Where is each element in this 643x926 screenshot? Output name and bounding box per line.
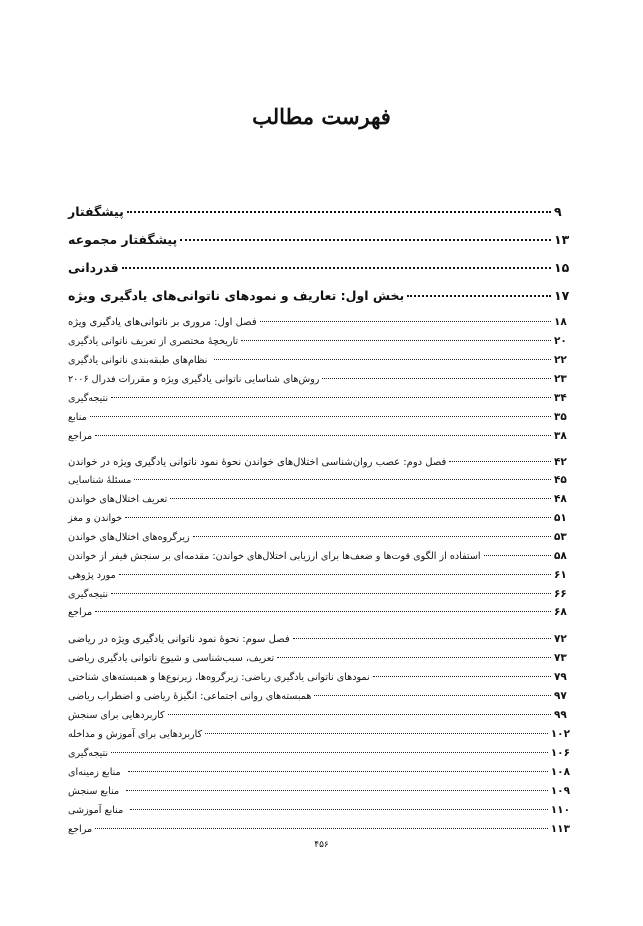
toc-page-number: ۴۸ [554, 493, 567, 505]
toc-entry-title: منابع زمینه‌ای [68, 767, 121, 778]
toc-entry-title: فصل سوم: نحوهٔ نمود ناتوانی یادگیری ویژه در ریاضی [68, 634, 290, 645]
toc-chapter-row [68, 316, 570, 328]
dot-leader [277, 657, 551, 658]
dot-leader [122, 267, 551, 269]
toc-entry-title: منابع سنجش [68, 786, 120, 797]
toc-entry-title: کاربردهایی برای سنجش [68, 710, 165, 721]
dot-leader [260, 321, 551, 322]
toc-entry-title: نمودهای ناتوانی یادگیری ریاضی: زیرگروه‌ها، زیرنوع‌ها و همبسته‌های شناختی [68, 672, 370, 683]
dot-leader [205, 733, 548, 734]
toc-entry-title: تعریف، سبب‌شناسی و شیوع ناتوانی یادگیری ریاضی [68, 653, 275, 664]
dot-leader [407, 295, 551, 297]
toc-entry-row [68, 550, 570, 562]
toc-page-number: ۳۵ [554, 411, 567, 423]
toc-entry-title: تاریخچهٔ مختصری از تعریف ناتوانی یادگیری [68, 336, 239, 347]
toc-entry-row [68, 569, 570, 581]
toc-entry-title: همبسته‌های روانی اجتماعی: انگیزهٔ ریاضی و اضطراب ریاضی [68, 691, 312, 702]
toc-entry-title: استفاده از الگوی قوت‌ها و ضعف‌ها برای ارزیابی اختلال‌های خواندن: مقدمه‌ای بر سنجش فیفر از خواندن [68, 551, 481, 562]
toc-page-number: ۱۱۰ [550, 804, 570, 816]
toc-entry-title: مسئلهٔ شناسایی [68, 475, 132, 486]
toc-entry-title: نظام‌های طبقه‌بندی ناتوانی یادگیری [68, 355, 208, 366]
toc-entry-title: منابع [68, 412, 87, 423]
toc-section-row [68, 288, 570, 303]
toc-page-number: ۱۰۸ [550, 766, 570, 778]
toc-entry-row [68, 747, 570, 759]
toc-page-number: ۲۲ [554, 354, 567, 366]
toc-entry-title: نتیجه‌گیری [68, 748, 109, 759]
toc-entry-row [68, 804, 570, 816]
toc-entry-row [68, 652, 570, 664]
toc-entry-title: بخش اول: تعاریف و نمودهای ناتوانی‌های یادگیری ویژه [68, 288, 405, 303]
dot-leader [90, 416, 551, 417]
toc-entry-title: منابع آموزشی [68, 805, 124, 816]
dot-leader [95, 611, 551, 612]
toc-page-number: ۶۱ [554, 569, 567, 581]
dot-leader [214, 359, 551, 360]
toc-page-number: ۶۶ [554, 588, 567, 600]
dot-leader [449, 461, 551, 462]
toc-entry-row [68, 512, 570, 524]
toc-entry-row [68, 392, 570, 404]
toc-page-number: ۹۹ [554, 709, 567, 721]
toc-entry-row [68, 690, 570, 702]
toc-page-number: ۱۵ [554, 260, 570, 275]
toc-entry-row [68, 823, 570, 835]
toc-page-number: ۵۱ [554, 512, 567, 524]
toc-entry-title: فصل دوم: عصب روان‌شناسی اختلال‌های خواندن نحوهٔ نمود ناتوانی یادگیری ویژه در خواندن [68, 457, 447, 468]
toc-entry-title: پیشگفتار [68, 204, 124, 219]
dot-leader [170, 498, 551, 499]
dot-leader [484, 555, 551, 556]
toc-page-number: ۷۲ [554, 633, 567, 645]
toc-entry-row [68, 430, 570, 442]
toc-section-row [68, 260, 570, 275]
toc-entry-row [68, 766, 570, 778]
toc-entry-title: تعریف اختلال‌های خواندن [68, 494, 168, 505]
toc-page-number: ۱۰۹ [550, 785, 570, 797]
toc-entry-row [68, 493, 570, 505]
toc-entry-row [68, 354, 570, 366]
toc-page-number: ۷۳ [554, 652, 567, 664]
toc-page-number: ۱۸ [554, 316, 567, 328]
toc-entry-title: مراجع [68, 824, 93, 835]
toc-entry-title: نتیجه‌گیری [68, 393, 109, 404]
dot-leader [180, 239, 551, 241]
toc-page-number: ۵۳ [554, 531, 567, 543]
toc-page-number: ۲۰ [554, 335, 567, 347]
toc-entry-title: روش‌های شناسایی ناتوانی یادگیری ویژه و مقررات فدرال ۲۰۰۶ [68, 374, 320, 385]
toc-entry-row [68, 474, 570, 486]
dot-leader [128, 771, 548, 772]
toc-section-row [68, 232, 570, 247]
dot-leader [127, 211, 551, 213]
toc-entry-row [68, 709, 570, 721]
toc-section-row [68, 204, 570, 219]
dot-leader [125, 517, 551, 518]
dot-leader [134, 479, 551, 480]
page-number: ۴۵۶ [314, 840, 329, 850]
toc-page-number: ۳۴ [554, 392, 567, 404]
toc-entry-row [68, 606, 570, 618]
toc-entry-row [68, 411, 570, 423]
toc-entry-row [68, 373, 570, 385]
toc-chapter-row [68, 456, 570, 468]
toc-page-number: ۱۰۶ [550, 747, 570, 759]
toc-page-number: ۴۲ [554, 456, 567, 468]
dot-leader [95, 828, 548, 829]
toc-page-number: ۹۷ [554, 690, 567, 702]
toc-page-number: ۴۵ [554, 474, 567, 486]
toc-entry-title: مراجع [68, 607, 93, 618]
toc-entry-title: خواندن و مغز [68, 513, 123, 524]
toc-page-number: ۵۸ [554, 550, 567, 562]
dot-leader [373, 676, 551, 677]
dot-leader [241, 340, 551, 341]
toc-page-number: ۱۷ [554, 288, 570, 303]
page-title: فهرست مطالب [252, 104, 391, 129]
toc-entry-title: زیرگروه‌های اختلال‌های خواندن [68, 532, 190, 543]
toc-entry-row [68, 335, 570, 347]
toc-entry-title: کاربردهایی برای آموزش و مداخله [68, 729, 203, 740]
toc-entry-row [68, 588, 570, 600]
toc-page-number: ۲۳ [554, 373, 567, 385]
toc-page-number: ۷۹ [554, 671, 567, 683]
toc-entry-row [68, 531, 570, 543]
toc-page-number: ۱۳ [554, 232, 570, 247]
toc-page-number: ۹ [554, 204, 562, 219]
toc-entry-title: مراجع [68, 431, 93, 442]
dot-leader [168, 714, 551, 715]
toc-page-number: ۶۸ [554, 606, 567, 618]
toc-entry-title: پیشگفتار مجموعه [68, 232, 178, 247]
dot-leader [111, 593, 551, 594]
dot-leader [322, 378, 551, 379]
dot-leader [119, 574, 551, 575]
toc-entry-title: قدردانی [68, 260, 119, 275]
toc-entry-row [68, 671, 570, 683]
toc-entry-row [68, 728, 570, 740]
dot-leader [314, 695, 551, 696]
dot-leader [193, 536, 551, 537]
dot-leader [126, 790, 548, 791]
toc-entry-title: نتیجه‌گیری [68, 589, 109, 600]
toc-entry-title: مورد پژوهی [68, 570, 116, 581]
toc-entry-title: فصل اول: مروری بر ناتوانی‌های یادگیری ویژه [68, 317, 257, 328]
dot-leader [293, 638, 551, 639]
toc-page-number: ۱۱۳ [550, 823, 570, 835]
toc-page-number: ۳۸ [554, 430, 567, 442]
dot-leader [111, 752, 548, 753]
toc-entry-row [68, 785, 570, 797]
dot-leader [111, 397, 551, 398]
toc-chapter-row [68, 633, 570, 645]
dot-leader [95, 435, 551, 436]
dot-leader [130, 809, 548, 810]
toc-page-number: ۱۰۲ [550, 728, 570, 740]
